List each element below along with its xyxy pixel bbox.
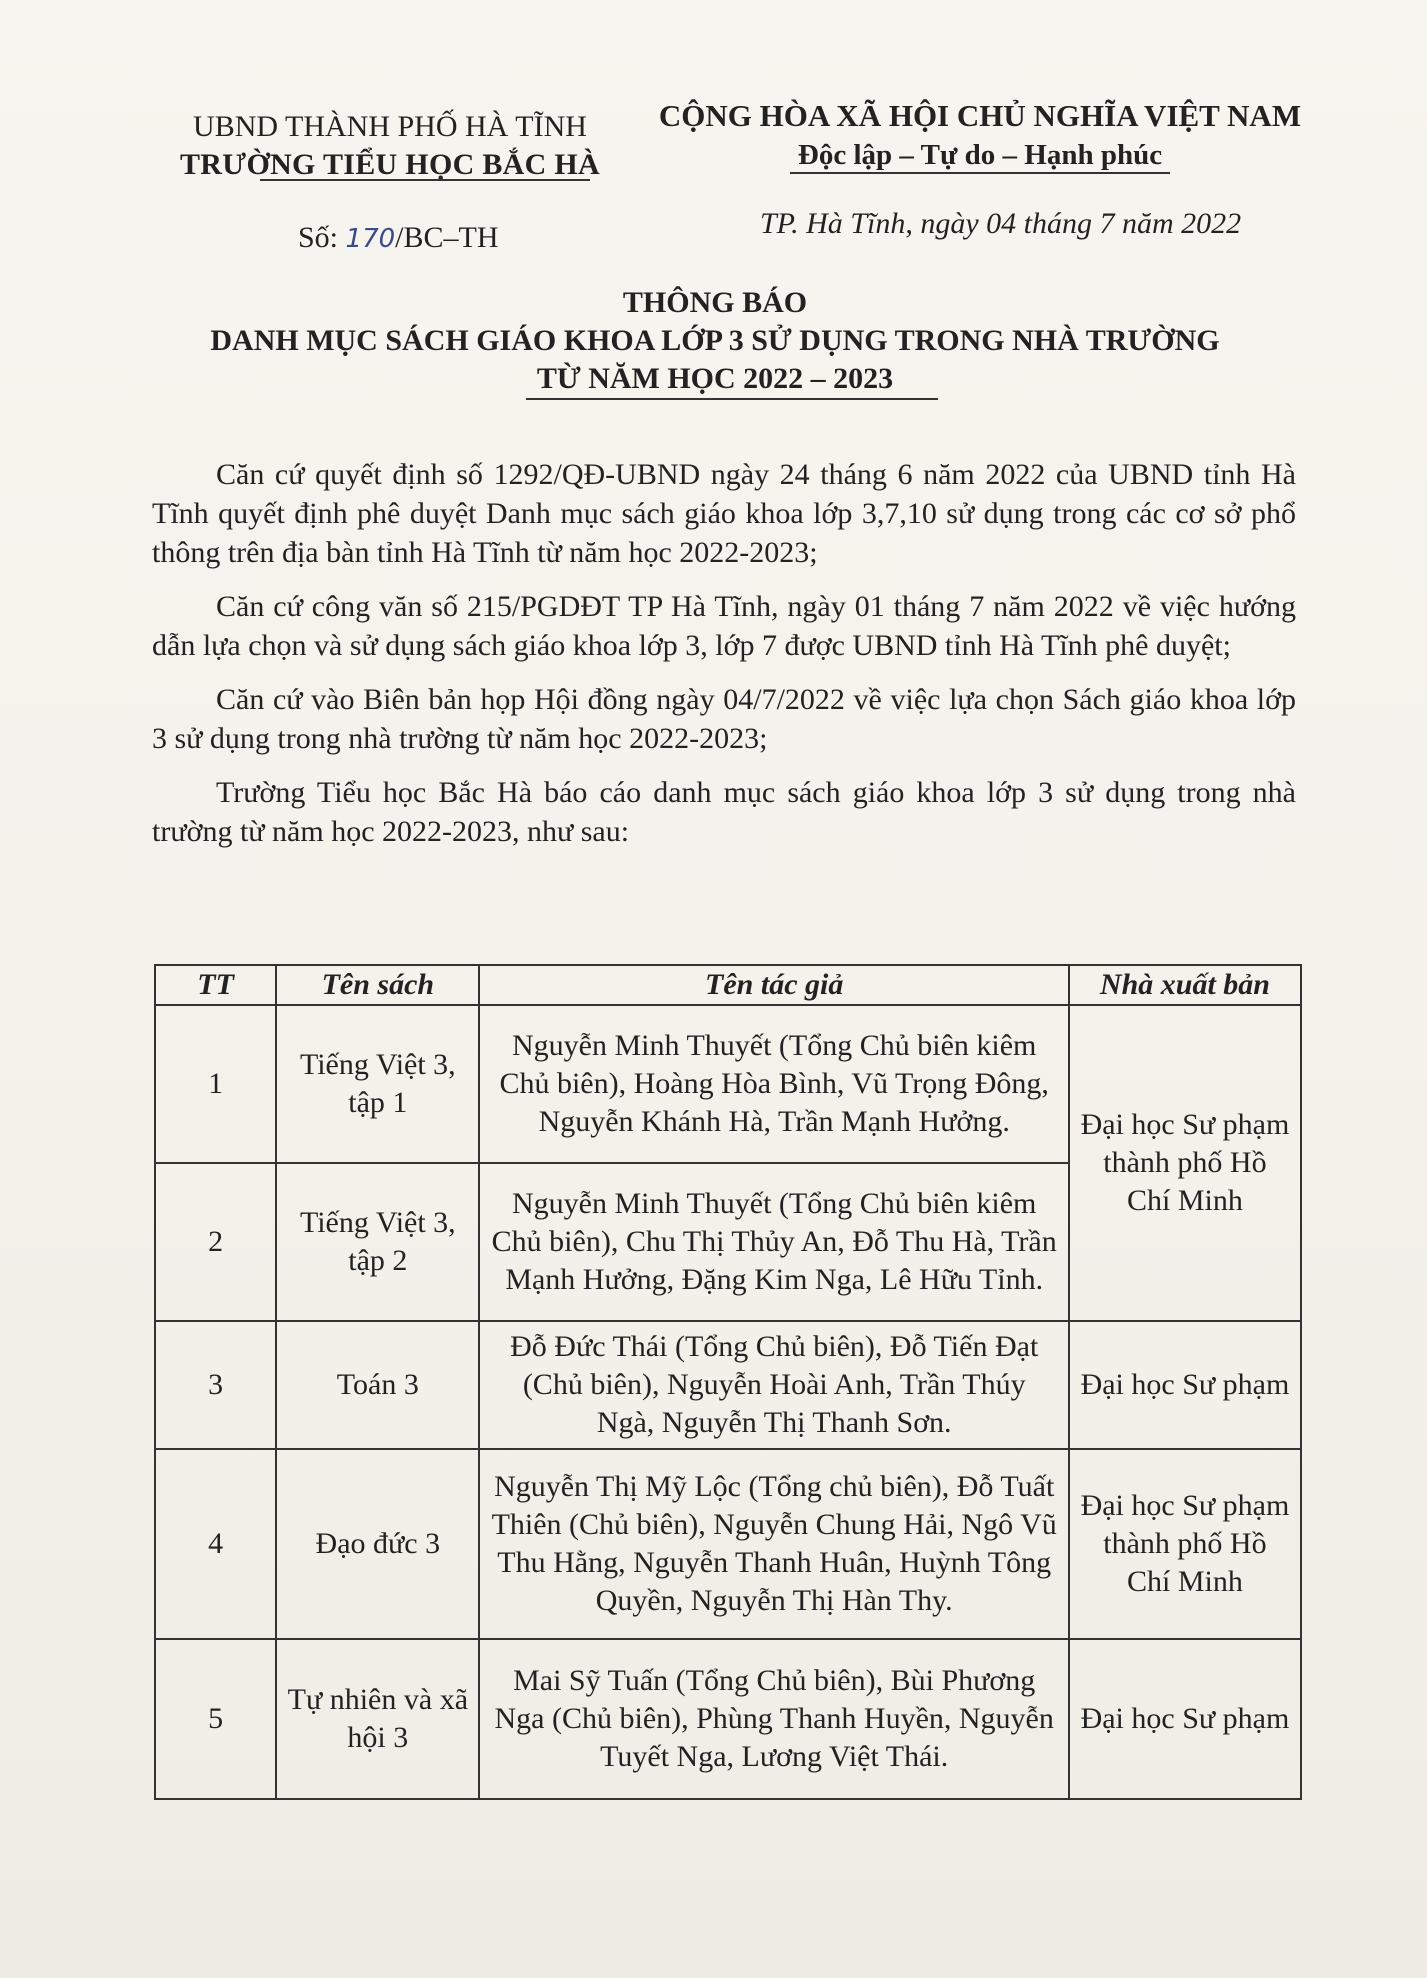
title-line-1: THÔNG BÁO [622,286,808,319]
cell-book-name: Toán 3 [276,1321,479,1449]
header-authors: Tên tác giả [479,965,1068,1005]
national-motto [640,96,1320,174]
cell-authors: Mai Sỹ Tuấn (Tổng Chủ biên), Bùi Phương Nga (Chủ biên), Phùng Thanh Huyền, Nguyễn Tuyết Nga, Lương Việt Thái. [479,1639,1068,1799]
table-header-row [155,965,1301,1005]
nation-line-1: CỘNG HÒA XÃ HỘI CHỦ NGHĨA VIỆT NAM [658,98,1302,133]
title-line-3: TỪ NĂM HỌC 2022 – 2023 [536,362,894,395]
nation-line-2: Độc lập – Tự do – Hạnh phúc [797,139,1163,171]
document-body [152,455,1296,866]
table-row [155,1321,1301,1449]
table-row [155,1005,1301,1163]
body-paragraph-1: Căn cứ quyết định số 1292/QĐ-UBND ngày 24 tháng 6 năm 2022 của UBND tỉnh Hà Tĩnh quyết định phê duyệt Danh mục sách giáo khoa lớp 3,7,10 sử dụng trong các cơ sở phổ thông trên địa bàn tỉnh Hà Tĩnh từ năm học 2022-2023; [152,458,1296,569]
cell-publisher: Đại học Sư phạm thành phố Hồ Chí Minh [1069,1005,1301,1321]
doc-no-prefix: Số: [298,221,346,254]
document-title [100,284,1330,398]
body-paragraph-2: Căn cứ công văn số 215/PGDĐT TP Hà Tĩnh, ngày 01 tháng 7 năm 2022 về việc hướng dẫn lựa chọn và sử dụng sách giáo khoa lớp 3, lớp 7 được UBND tỉnh Hà Tĩnh phê duyệt; [152,590,1296,662]
org-underline [260,179,590,181]
document-number [298,218,499,259]
cell-book-name: Đạo đức 3 [276,1449,479,1639]
cell-authors: Đỗ Đức Thái (Tổng Chủ biên), Đỗ Tiến Đạt (Chủ biên), Nguyễn Hoài Anh, Trần Thúy Ngà, Nguyễn Thị Thanh Sơn. [479,1321,1068,1449]
cell-book-name: Tự nhiên và xã hội 3 [276,1639,479,1799]
cell-publisher: Đại học Sư phạm [1069,1321,1301,1449]
cell-book-name: Tiếng Việt 3, tập 1 [276,1005,479,1163]
table-row [155,1449,1301,1639]
issuing-organization [150,108,630,184]
cell-tt: 5 [155,1639,276,1799]
cell-tt: 3 [155,1321,276,1449]
doc-no-suffix: /BC–TH [395,221,499,254]
motto-underline [790,172,1170,174]
cell-publisher: Đại học Sư phạm [1069,1639,1301,1799]
cell-authors: Nguyễn Minh Thuyết (Tổng Chủ biên kiêm Chủ biên), Hoàng Hòa Bình, Vũ Trọng Đông, Nguyễn Khánh Hà, Trần Mạnh Hưởng. [479,1005,1068,1163]
header-publisher: Nhà xuất bản [1069,965,1301,1005]
body-paragraph-4: Trường Tiểu học Bắc Hà báo cáo danh mục sách giáo khoa lớp 3 sử dụng trong nhà trường từ năm học 2022-2023, như sau: [152,776,1296,848]
cell-authors: Nguyễn Minh Thuyết (Tổng Chủ biên kiêm Chủ biên), Chu Thị Thủy An, Đỗ Thu Hà, Trần Mạnh Hưởng, Đặng Kim Nga, Lê Hữu Tỉnh. [479,1163,1068,1321]
title-underline [526,398,938,400]
doc-no-handwritten: 170 [345,224,396,254]
table-row [155,1639,1301,1799]
cell-publisher: Đại học Sư phạm thành phố Hồ Chí Minh [1069,1449,1301,1639]
cell-tt: 1 [155,1005,276,1163]
cell-tt: 4 [155,1449,276,1639]
cell-tt: 2 [155,1163,276,1321]
cell-book-name: Tiếng Việt 3, tập 2 [276,1163,479,1321]
title-line-2: DANH MỤC SÁCH GIÁO KHOA LỚP 3 SỬ DỤNG TRONG NHÀ TRƯỜNG [210,324,1220,357]
org-line-2: TRƯỜNG TIỂU HỌC BẮC HÀ [180,148,600,181]
cell-authors: Nguyễn Thị Mỹ Lộc (Tổng chủ biên), Đỗ Tuất Thiên (Chủ biên), Nguyễn Chung Hải, Ngô Vũ Thu Hằng, Nguyễn Thanh Huân, Huỳnh Tông Quyền, Nguyễn Thị Hàn Thy. [479,1449,1068,1639]
textbook-table [154,964,1302,1800]
org-line-1: UBND THÀNH PHỐ HÀ TĨNH [193,110,587,143]
body-paragraph-3: Căn cứ vào Biên bản họp Hội đồng ngày 04/7/2022 về việc lựa chọn Sách giáo khoa lớp 3 sử dụng trong nhà trường từ năm học 2022-2023; [152,683,1296,755]
header-book-name: Tên sách [276,965,479,1005]
header-tt: TT [155,965,276,1005]
document-date: TP. Hà Tĩnh, ngày 04 tháng 7 năm 2022 [760,207,1242,240]
